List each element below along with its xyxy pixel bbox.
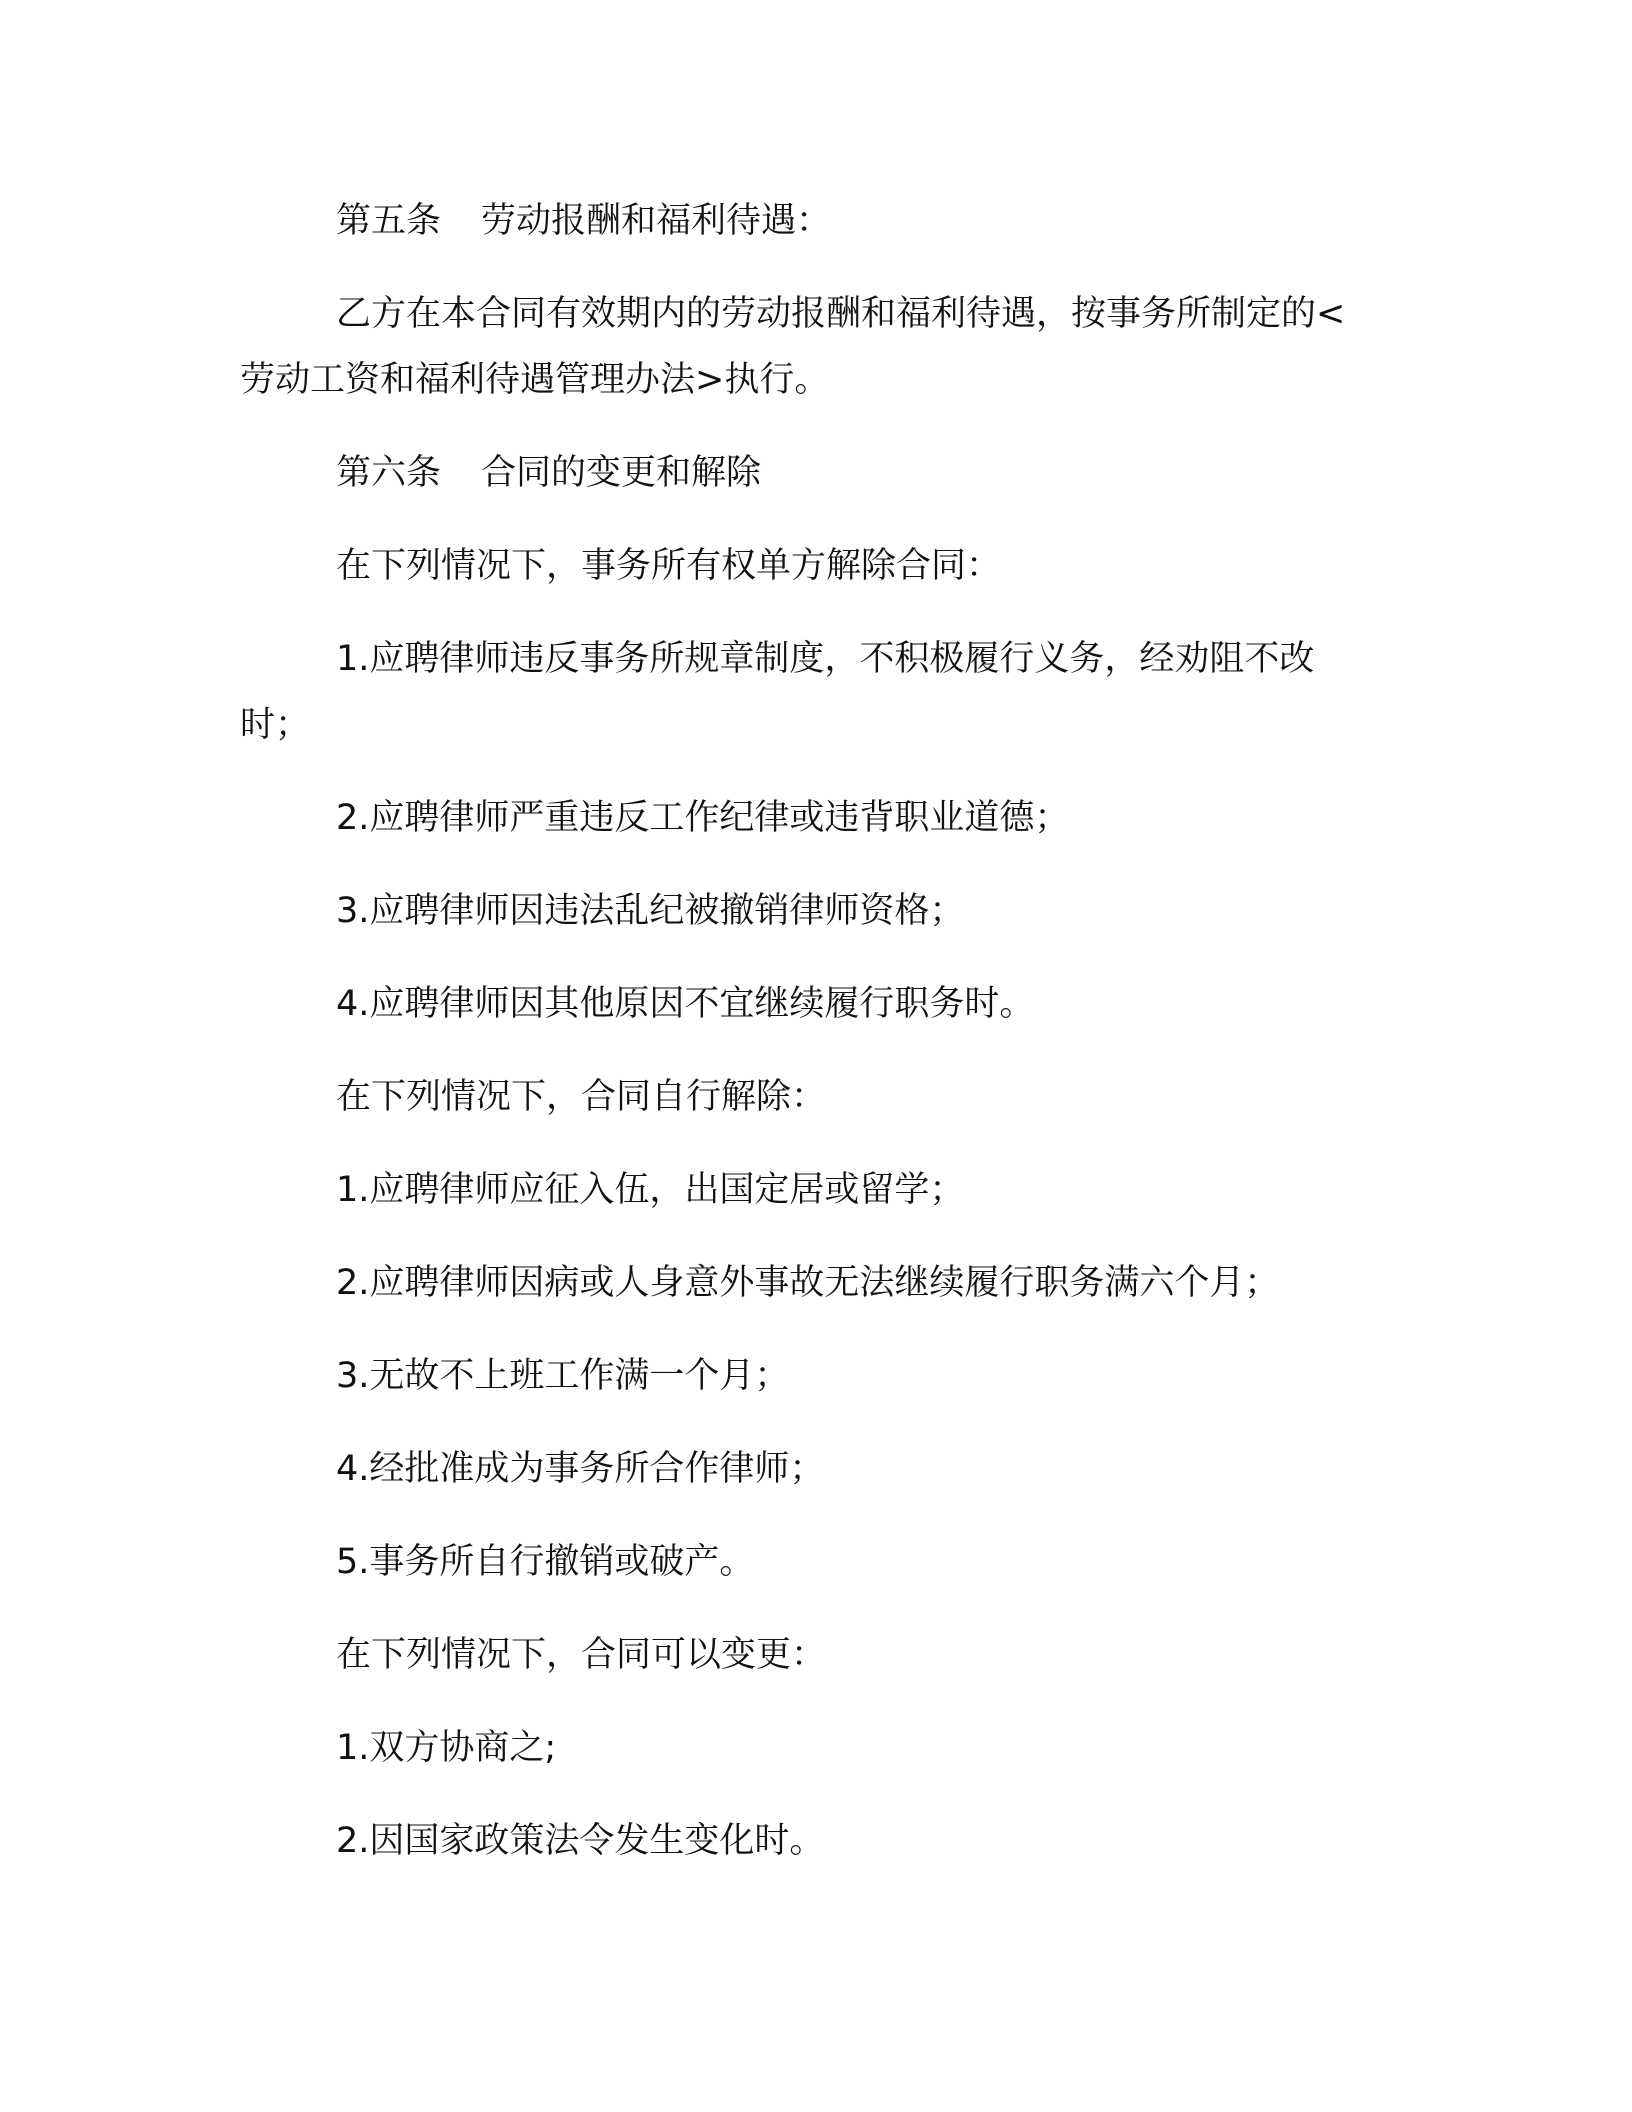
- article-6-heading: [240, 440, 1370, 506]
- article-5-number: 第五条: [336, 201, 442, 241]
- automatic-termination-intro: 在下列情况下，合同自行解除：: [336, 1077, 827, 1117]
- article-5-title: 劳动报酬和福利待遇：: [481, 201, 832, 241]
- unilateral-item: 3.应聘律师因违法乱纪被撤销律师资格；: [336, 891, 965, 931]
- article-6-number: 第六条: [336, 453, 442, 493]
- document-body: [240, 188, 1370, 1901]
- unilateral-item: 1.应聘律师违反事务所规章制度，不积极履行义务，经劝阻不改时；: [240, 639, 1315, 745]
- modification-intro: 在下列情况下，合同可以变更：: [336, 1635, 827, 1675]
- unilateral-item: 4.应聘律师因其他原因不宜继续履行职务时。: [336, 984, 1035, 1024]
- article-6-title: 合同的变更和解除: [481, 453, 762, 493]
- modification-item: 1.双方协商之;: [336, 1728, 557, 1768]
- automatic-item: 5.事务所自行撤销或破产。: [336, 1542, 755, 1582]
- article-5-text: 乙方在本合同有效期内的劳动报酬和福利待遇，按事务所制定的<劳动工资和福利待遇管理办法>执行。: [240, 294, 1346, 400]
- unilateral-item: 2.应聘律师严重违反工作纪律或违背职业道德；: [336, 798, 1070, 838]
- automatic-item: 3.无故不上班工作满一个月；: [336, 1356, 790, 1396]
- article-5-heading: [240, 188, 1370, 254]
- unilateral-termination-intro: 在下列情况下，事务所有权单方解除合同：: [336, 546, 1002, 586]
- automatic-item: 2.应聘律师因病或人身意外事故无法继续履行职务满六个月；: [336, 1263, 1280, 1303]
- automatic-item: 4.经批准成为事务所合作律师；: [336, 1449, 825, 1489]
- automatic-item: 1.应聘律师应征入伍，出国定居或留学；: [336, 1170, 965, 1210]
- modification-item: 2.因国家政策法令发生变化时。: [336, 1821, 825, 1861]
